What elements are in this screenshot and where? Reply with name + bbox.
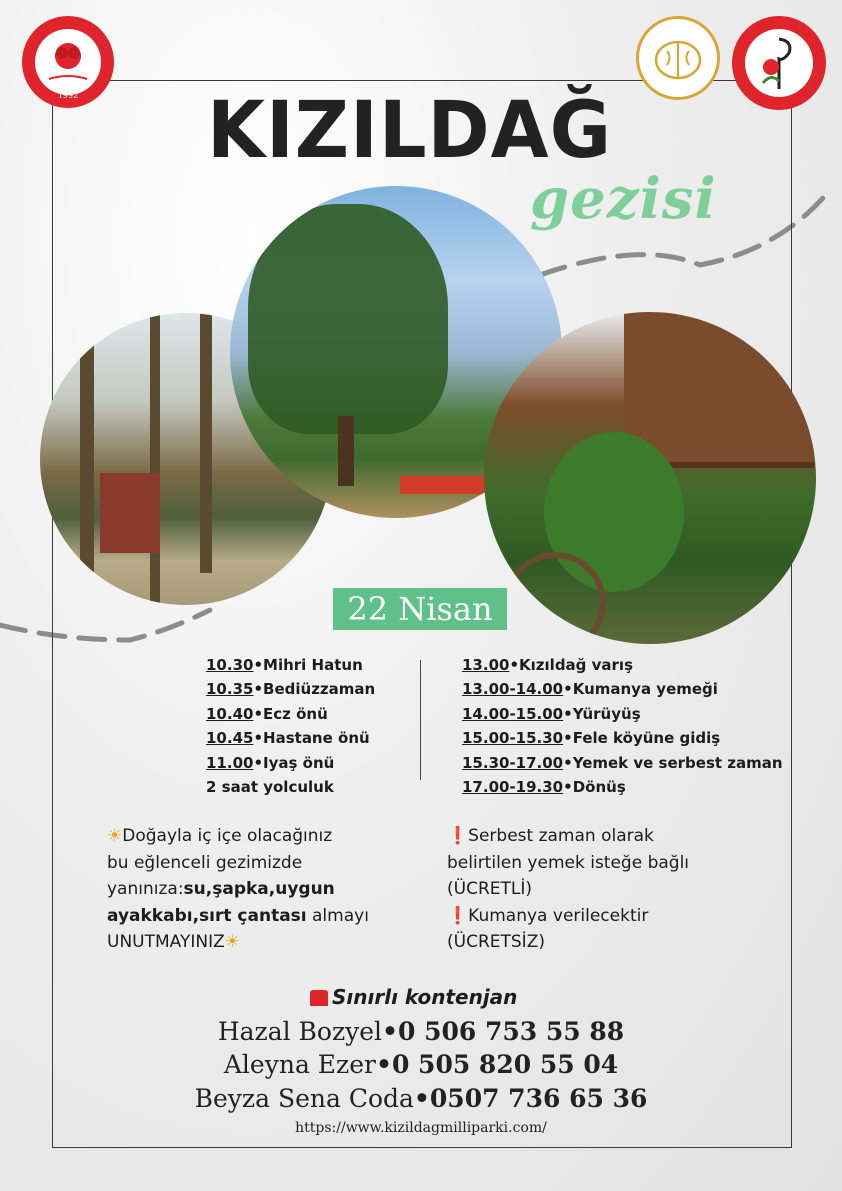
list-item: 10.45•Hastane önü — [206, 729, 370, 748]
forest-cabin-photo — [484, 312, 816, 644]
siren-icon — [310, 990, 328, 1006]
page-title: KIZILDAĞ — [207, 86, 613, 176]
phone-number[interactable]: •0507 736 65 36 — [413, 1084, 648, 1113]
exclamation-icon: ❗ — [447, 826, 469, 846]
list-item: 10.35•Bediüzzaman — [206, 680, 376, 699]
sun-icon: ☀ — [107, 826, 123, 846]
trip-date-badge: 22 Nisan — [333, 588, 507, 630]
schedule-pickup-list — [206, 653, 375, 799]
limited-capacity-label: Sınırlı kontenjan — [310, 985, 517, 1009]
list-item: 15.30-17.00•Yemek ve serbest zaman — [462, 753, 783, 772]
website-link[interactable]: https://www.kizildagmilliparki.com/ — [295, 1120, 547, 1136]
health-club-logo — [732, 16, 826, 110]
schedule-divider — [420, 660, 421, 780]
logo-year: 1992 — [57, 91, 79, 100]
list-item: 10.40•Ecz önü — [206, 704, 328, 723]
neuroscience-club-logo — [636, 16, 720, 100]
list-item: 2 saat yolculuk — [206, 778, 334, 797]
contact-line: Aleyna Ezer•0 505 820 55 04 — [223, 1050, 619, 1079]
list-item: 17.00-19.30•Dönüş — [462, 778, 626, 797]
exclamation-icon: ❗ — [447, 905, 469, 926]
phone-number[interactable]: •0 505 820 55 04 — [375, 1050, 619, 1079]
list-item: 15.00-15.30•Fele köyüne gidiş — [462, 729, 721, 748]
university-logo — [22, 16, 114, 108]
list-item: 10.30•Mihri Hatun — [206, 656, 363, 674]
list-item: 14.00-15.00•Yürüyüş — [462, 704, 641, 723]
schedule-activity-list — [462, 653, 783, 799]
page-subtitle: gezisi — [530, 166, 717, 232]
list-item: 13.00-14.00•Kumanya yemeği — [462, 680, 718, 699]
packing-note: ☀Doğayla iç içe olacağınız bu eğlenceli gezimizde yanınıza:su,şapka,uygun ayakkabı,sırt çantası almayı UNUTMAYINIZ☀ — [107, 826, 369, 952]
sun-icon: ☀ — [224, 932, 240, 952]
meal-note: ❗Serbest zaman olarak belirtilen yemek isteğe bağlı (ÜCRETLİ) ❗Kumanya verilecektir (ÜCRETSİZ) — [447, 826, 690, 952]
list-item: 13.00•Kızıldağ varış — [462, 656, 634, 674]
contact-line: Beyza Sena Coda•0507 736 65 36 — [194, 1084, 648, 1113]
list-item: 11.00•Iyaş önü — [206, 753, 335, 772]
contact-line: Hazal Bozyel•0 506 753 55 88 — [217, 1017, 625, 1046]
phone-number[interactable]: •0 506 753 55 88 — [382, 1017, 625, 1046]
